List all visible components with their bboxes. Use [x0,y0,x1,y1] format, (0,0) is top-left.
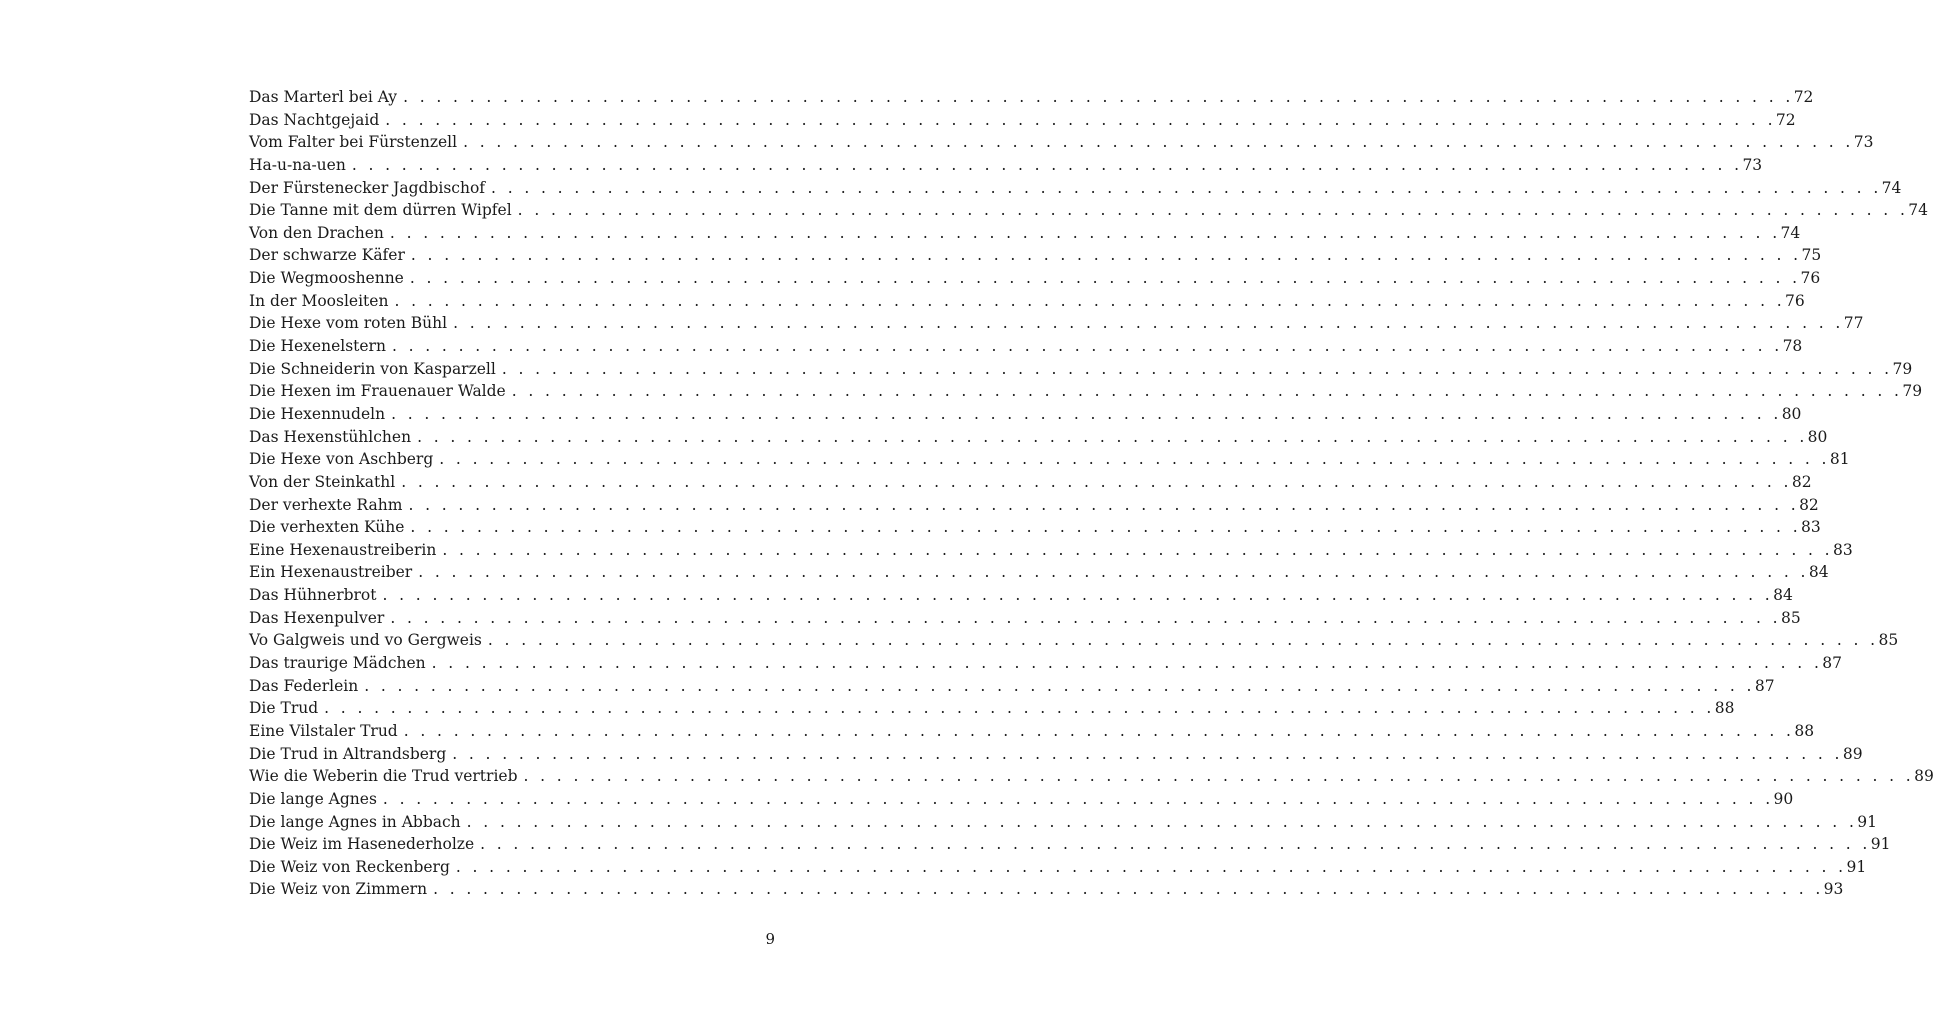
toc-entry-page: 90 [1774,788,1794,811]
toc-entry-title: Vom Falter bei Fürstenzell [249,131,463,154]
toc-entry-page: 75 [1802,244,1822,267]
toc-entry-page: 91 [1857,811,1877,834]
toc-entry-title: Die Hexe vom roten Bühl [249,312,453,335]
toc-dot-leader: . . . . . . . . . . . . . . . . . . . . . . . . . . . . . . . . . . . . . . . . . . . . . . . . . . . . . . . . . . . . . . . . . . . . . . . . . . . . . . . . . . . . [391,337,1783,356]
toc-entry-title: Das Marterl bei Ay [249,86,403,109]
toc-dot-leader: . . . . . . . . . . . . . . . . . . . . . . . . . . . . . . . . . . . . . . . . . . . . . . . . . . . . . . . . . . . . . . . . . . . . . . . . . . . . . . . . . . . . [389,223,1781,242]
toc-entry-page: 91 [1846,856,1866,879]
toc-dot-leader: . . . . . . . . . . . . . . . . . . . . . . . . . . . . . . . . . . . . . . . . . . . . . . . . . . . . . . . . . . . . . . . . . . . . . . . . . . . . . . . . . . . . [431,654,1823,673]
toc-entry [249,222,1801,245]
toc-entry-page: 79 [1902,380,1922,403]
toc-entry-page: 89 [1914,765,1934,788]
toc-entry-title: Der Fürstenecker Jagdbischof [249,177,491,200]
toc-entry [249,244,1822,267]
toc-entry-title: Ha-u-na-uen [249,154,352,177]
toc-entry-page: 88 [1715,697,1735,720]
toc-entry-title: Von der Steinkathl [249,471,401,494]
toc-entry-title: Die Trud [249,697,324,720]
toc-entry-title: Die Schneiderin von Kasparzell [249,358,502,381]
toc-entry-title: Die Weiz im Hasenederholze [249,833,480,856]
toc-entry [249,765,1934,788]
toc-entry-page: 74 [1908,199,1928,222]
toc-entry-title: In der Moosleiten [249,290,394,313]
table-of-contents [249,86,1934,901]
toc-dot-leader: . . . . . . . . . . . . . . . . . . . . . . . . . . . . . . . . . . . . . . . . . . . . . . . . . . . . . . . . . . . . . . . . . . . . . . . . . . . . . . . . . . . . [433,880,1824,899]
toc-dot-leader: . . . . . . . . . . . . . . . . . . . . . . . . . . . . . . . . . . . . . . . . . . . . . . . . . . . . . . . . . . . . . . . . . . . . . . . . . . . . . . . . . . . . [394,291,1786,310]
toc-entry [249,131,1874,154]
toc-entry-title: Das Federlein [249,675,364,698]
toc-dot-leader: . . . . . . . . . . . . . . . . . . . . . . . . . . . . . . . . . . . . . . . . . . . . . . . . . . . . . . . . . . . . . . . . . . . . . . . . . . . . . . . . . . . . [455,857,1847,876]
toc-entry [249,448,1850,471]
toc-entry-title: Der schwarze Käfer [249,244,411,267]
toc-entry-title: Das Hühnerbrot [249,584,383,607]
toc-entry-title: Vo Galgweis und vo Gergweis [249,629,488,652]
toc-entry-page: 77 [1844,312,1864,335]
toc-entry [249,561,1829,584]
toc-entry-page: 74 [1781,222,1801,245]
toc-entry-page: 76 [1785,290,1805,313]
toc-entry [249,335,1803,358]
toc-entry-page: 83 [1801,516,1821,539]
toc-entry [249,494,1819,517]
toc-dot-leader: . . . . . . . . . . . . . . . . . . . . . . . . . . . . . . . . . . . . . . . . . . . . . . . . . . . . . . . . . . . . . . . . . . . . . . . . . . . . . . . . . . . . [491,178,1882,197]
toc-entry-page: 73 [1742,154,1762,177]
toc-entry-title: Die lange Agnes in Abbach [249,811,467,834]
toc-entry-page: 85 [1879,629,1899,652]
toc-dot-leader: . . . . . . . . . . . . . . . . . . . . . . . . . . . . . . . . . . . . . . . . . . . . . . . . . . . . . . . . . . . . . . . . . . . . . . . . . . . . . . . . . . . . [417,427,1808,446]
toc-entry [249,878,1844,901]
toc-entry [249,358,1913,381]
toc-entry [249,516,1821,539]
toc-entry [249,811,1877,834]
toc-entry-title: Wie die Weberin die Trud vertrieb [249,765,524,788]
toc-dot-leader: . . . . . . . . . . . . . . . . . . . . . . . . . . . . . . . . . . . . . . . . . . . . . . . . . . . . . . . . . . . . . . . . . . . . . . . . . . . . . . . . . . . . [409,269,1801,288]
toc-dot-leader: . . . . . . . . . . . . . . . . . . . . . . . . . . . . . . . . . . . . . . . . . . . . . . . . . . . . . . . . . . . . . . . . . . . . . . . . . . . . . . . . . . . . [452,744,1843,763]
toc-entry [249,290,1805,313]
toc-dot-leader: . . . . . . . . . . . . . . . . . . . . . . . . . . . . . . . . . . . . . . . . . . . . . . . . . . . . . . . . . . . . . . . . . . . . . . . . . . . . . . . . . . . . [501,359,1893,378]
toc-dot-leader: . . . . . . . . . . . . . . . . . . . . . . . . . . . . . . . . . . . . . . . . . . . . . . . . . . . . . . . . . . . . . . . . . . . . . . . . . . . . . . . . . . . . [401,472,1792,491]
toc-dot-leader: . . . . . . . . . . . . . . . . . . . . . . . . . . . . . . . . . . . . . . . . . . . . . . . . . . . . . . . . . . . . . . . . . . . . . . . . . . . . . . . . . . . . [382,586,1774,605]
toc-entry-title: Die Hexennudeln [249,403,391,426]
toc-entry [249,154,1763,177]
toc-entry-page: 89 [1843,743,1863,766]
toc-entry-page: 78 [1783,335,1803,358]
toc-dot-leader: . . . . . . . . . . . . . . . . . . . . . . . . . . . . . . . . . . . . . . . . . . . . . . . . . . . . . . . . . . . . . . . . . . . . . . . . . . . . . . . . . . . . [382,789,1774,808]
toc-entry [249,720,1815,743]
toc-entry-page: 88 [1794,720,1814,743]
toc-entry-page: 91 [1871,833,1891,856]
toc-entry [249,539,1853,562]
toc-entry [249,267,1821,290]
toc-entry-title: Von den Drachen [249,222,390,245]
toc-entry-page: 73 [1854,131,1874,154]
toc-entry [249,177,1902,200]
toc-entry-page: 76 [1800,267,1820,290]
toc-entry [249,833,1891,856]
toc-entry-page: 82 [1799,494,1819,517]
toc-entry [249,675,1775,698]
toc-entry [249,199,1929,222]
toc-entry-title: Die Weiz von Zimmern [249,878,433,901]
toc-entry-page: 72 [1776,109,1796,132]
toc-entry-title: Die Wegmooshenne [249,267,410,290]
toc-entry [249,471,1812,494]
toc-entry [249,109,1796,132]
toc-entry-page: 79 [1892,358,1912,381]
toc-entry-page: 84 [1809,561,1829,584]
toc-dot-leader: . . . . . . . . . . . . . . . . . . . . . . . . . . . . . . . . . . . . . . . . . . . . . . . . . . . . . . . . . . . . . . . . . . . . . . . . . . . . . . . . . . . . [403,88,1794,106]
toc-entry [249,652,1842,675]
toc-entry-title: Das Nachtgejaid [249,109,385,132]
toc-entry [249,788,1794,811]
toc-entry-title: Die Trud in Altrandsberg [249,743,452,766]
toc-entry-page: 80 [1782,403,1802,426]
toc-dot-leader: . . . . . . . . . . . . . . . . . . . . . . . . . . . . . . . . . . . . . . . . . . . . . . . . . . . . . . . . . . . . . . . . . . . . . . . . . . . . . . . . . . . . [523,767,1915,786]
toc-entry-title: Die Hexenelstern [249,335,392,358]
toc-entry [249,856,1867,879]
toc-dot-leader: . . . . . . . . . . . . . . . . . . . . . . . . . . . . . . . . . . . . . . . . . . . . . . . . . . . . . . . . . . . . . . . . . . . . . . . . . . . . . . . . . . . . [418,563,1809,582]
toc-entry-page: 83 [1833,539,1853,562]
toc-entry [249,312,1864,335]
toc-dot-leader: . . . . . . . . . . . . . . . . . . . . . . . . . . . . . . . . . . . . . . . . . . . . . . . . . . . . . . . . . . . . . . . . . . . . . . . . . . . . . . . . . . . . [453,314,1844,333]
toc-dot-leader: . . . . . . . . . . . . . . . . . . . . . . . . . . . . . . . . . . . . . . . . . . . . . . . . . . . . . . . . . . . . . . . . . . . . . . . . . . . . . . . . . . . . [517,201,1909,220]
toc-dot-leader: . . . . . . . . . . . . . . . . . . . . . . . . . . . . . . . . . . . . . . . . . . . . . . . . . . . . . . . . . . . . . . . . . . . . . . . . . . . . . . . . . . . . [463,133,1854,152]
toc-entry-title: Das Hexenstühlchen [249,426,417,449]
toc-dot-leader: . . . . . . . . . . . . . . . . . . . . . . . . . . . . . . . . . . . . . . . . . . . . . . . . . . . . . . . . . . . . . . . . . . . . . . . . . . . . . . . . . . . . [480,835,1871,854]
toc-entry-page: 93 [1824,878,1844,901]
toc-dot-leader: . . . . . . . . . . . . . . . . . . . . . . . . . . . . . . . . . . . . . . . . . . . . . . . . . . . . . . . . . . . . . . . . . . . . . . . . . . . . . . . . . . . . [442,540,1833,559]
toc-dot-leader: . . . . . . . . . . . . . . . . . . . . . . . . . . . . . . . . . . . . . . . . . . . . . . . . . . . . . . . . . . . . . . . . . . . . . . . . . . . . . . . . . . . . [351,155,1743,174]
toc-entry [249,426,1828,449]
toc-entry-title: Die lange Agnes [249,788,383,811]
toc-dot-leader: . . . . . . . . . . . . . . . . . . . . . . . . . . . . . . . . . . . . . . . . . . . . . . . . . . . . . . . . . . . . . . . . . . . . . . . . . . . . . . . . . . . . [511,382,1903,401]
toc-dot-leader: . . . . . . . . . . . . . . . . . . . . . . . . . . . . . . . . . . . . . . . . . . . . . . . . . . . . . . . . . . . . . . . . . . . . . . . . . . . . . . . . . . . . [408,495,1800,514]
toc-entry [249,629,1899,652]
toc-entry-title: Eine Vilstaler Trud [249,720,404,743]
toc-dot-leader: . . . . . . . . . . . . . . . . . . . . . . . . . . . . . . . . . . . . . . . . . . . . . . . . . . . . . . . . . . . . . . . . . . . . . . . . . . . . . . . . . . . . [324,699,1715,718]
toc-dot-leader: . . . . . . . . . . . . . . . . . . . . . . . . . . . . . . . . . . . . . . . . . . . . . . . . . . . . . . . . . . . . . . . . . . . . . . . . . . . . . . . . . . . . [410,518,1802,537]
toc-entry-page: 80 [1808,426,1828,449]
toc-entry-page: 87 [1822,652,1842,675]
toc-entry-page: 74 [1882,177,1902,200]
toc-entry [249,697,1735,720]
toc-entry-page: 85 [1781,607,1801,630]
toc-entry [249,380,1923,403]
toc-entry-title: Die Hexen im Frauenauer Walde [249,380,512,403]
toc-entry-title: Die Tanne mit dem dürren Wipfel [249,199,518,222]
toc-entry-title: Ein Hexenaustreiber [249,561,418,584]
toc-dot-leader: . . . . . . . . . . . . . . . . . . . . . . . . . . . . . . . . . . . . . . . . . . . . . . . . . . . . . . . . . . . . . . . . . . . . . . . . . . . . . . . . . . . . [410,246,1802,265]
toc-entry-title: Das Hexenpulver [249,607,390,630]
toc-dot-leader: . . . . . . . . . . . . . . . . . . . . . . . . . . . . . . . . . . . . . . . . . . . . . . . . . . . . . . . . . . . . . . . . . . . . . . . . . . . . . . . . . . . . [466,812,1858,831]
toc-entry-page: 84 [1773,584,1793,607]
toc-dot-leader: . . . . . . . . . . . . . . . . . . . . . . . . . . . . . . . . . . . . . . . . . . . . . . . . . . . . . . . . . . . . . . . . . . . . . . . . . . . . . . . . . . . . [487,631,1879,650]
toc-dot-leader: . . . . . . . . . . . . . . . . . . . . . . . . . . . . . . . . . . . . . . . . . . . . . . . . . . . . . . . . . . . . . . . . . . . . . . . . . . . . . . . . . . . . [391,404,1782,423]
page-number: 9 [765,930,775,948]
toc-entry-title: Die verhexten Kühe [249,516,410,539]
toc-entry [249,607,1801,630]
toc-entry-page: 87 [1755,675,1775,698]
toc-dot-leader: . . . . . . . . . . . . . . . . . . . . . . . . . . . . . . . . . . . . . . . . . . . . . . . . . . . . . . . . . . . . . . . . . . . . . . . . . . . . . . . . . . . . [390,608,1781,627]
toc-entry-title: Die Hexe von Aschberg [249,448,439,471]
toc-entry-page: 82 [1792,471,1812,494]
toc-entry [249,584,1793,607]
toc-dot-leader: . . . . . . . . . . . . . . . . . . . . . . . . . . . . . . . . . . . . . . . . . . . . . . . . . . . . . . . . . . . . . . . . . . . . . . . . . . . . . . . . . . . . [439,450,1830,469]
toc-entry-title: Das traurige Mädchen [249,652,432,675]
toc-entry-page: 81 [1830,448,1850,471]
toc-entry [249,86,1814,109]
toc-entry [249,743,1863,766]
toc-dot-leader: . . . . . . . . . . . . . . . . . . . . . . . . . . . . . . . . . . . . . . . . . . . . . . . . . . . . . . . . . . . . . . . . . . . . . . . . . . . . . . . . . . . . [403,721,1795,740]
toc-entry-page: 72 [1794,86,1814,109]
toc-dot-leader: . . . . . . . . . . . . . . . . . . . . . . . . . . . . . . . . . . . . . . . . . . . . . . . . . . . . . . . . . . . . . . . . . . . . . . . . . . . . . . . . . . . . [385,110,1776,129]
toc-entry-title: Die Weiz von Reckenberg [249,856,456,879]
toc-entry [249,403,1802,426]
toc-entry-title: Der verhexte Rahm [249,494,408,517]
toc-entry-title: Eine Hexenaustreiberin [249,539,442,562]
toc-dot-leader: . . . . . . . . . . . . . . . . . . . . . . . . . . . . . . . . . . . . . . . . . . . . . . . . . . . . . . . . . . . . . . . . . . . . . . . . . . . . . . . . . . . . [364,676,1755,695]
